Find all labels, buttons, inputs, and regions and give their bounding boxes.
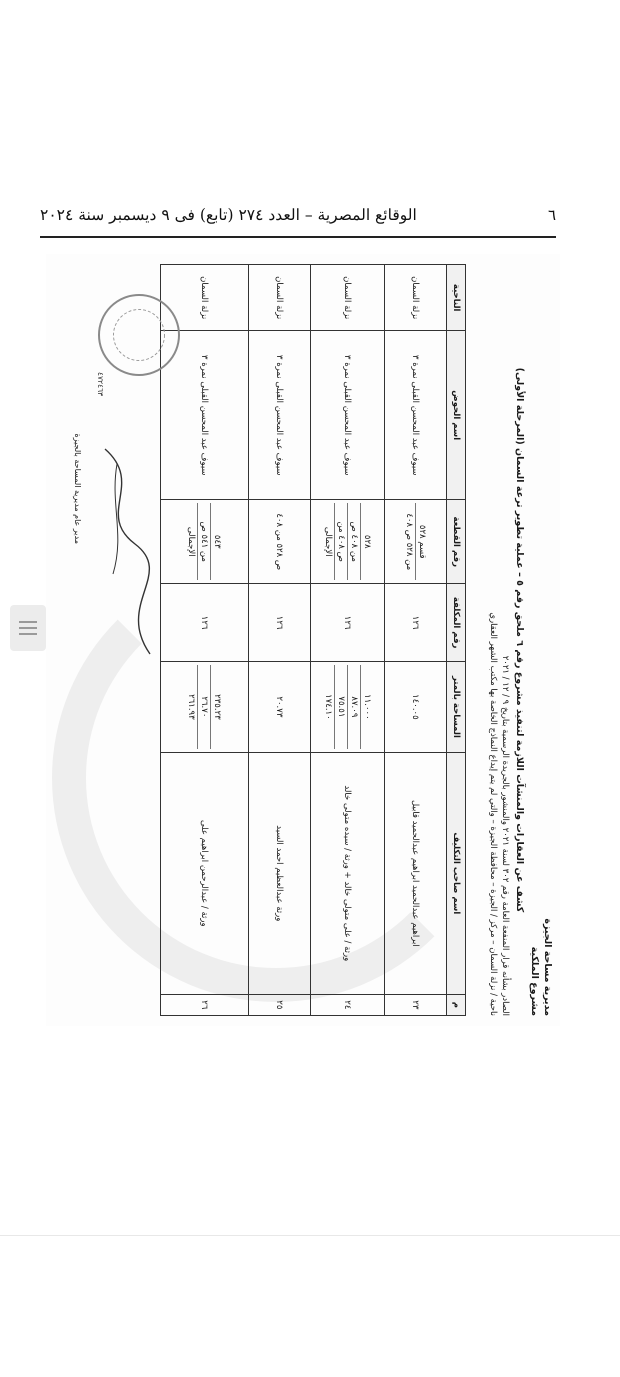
rotated-page <box>46 254 560 1026</box>
menu-line-icon <box>19 627 37 629</box>
official-seal-icon <box>98 294 180 376</box>
cell-owner: ورثة / على متولى خالد + ورثة / سيده متولى خالد <box>311 752 385 994</box>
table-row <box>385 265 447 1016</box>
plot-value: من ٥٢٨ ص ٤٠٨ <box>404 513 414 571</box>
scanned-document <box>46 254 560 1026</box>
plot-value: الإجمالى <box>186 526 197 557</box>
table-row <box>161 265 249 1016</box>
plot-value: الإجمالى <box>323 526 333 557</box>
area-value: ١٤٠.٠٥ <box>410 694 421 720</box>
cell-no: ٢٣ <box>385 994 447 1015</box>
header-divider <box>40 236 556 238</box>
page-title: الوقائع المصرية – العدد ٢٧٤ (تابع) فى ٩ ديسمبر سنة ٢٠٢٤ <box>40 206 417 224</box>
plot-value: من ٥٤١ ص <box>198 503 211 580</box>
cell-basin: سيوف عبد المحسن القبلى نمرة ٣ <box>311 331 385 500</box>
signature-caption: مدير عام مديرية المساحة بالجيزة <box>73 433 82 544</box>
header-basin: اسم الحوض <box>447 331 466 500</box>
cell-no: ٢٥ <box>249 994 311 1015</box>
cell-tax: ١٢٦ <box>249 584 311 661</box>
cell-plot <box>161 500 249 584</box>
department-name: مديرية مساحة الجيزة <box>542 918 553 1016</box>
menu-handle-button[interactable] <box>10 605 46 651</box>
plot-value: ص ٤٠٨ من <box>334 503 347 580</box>
header-plot: رقم القطعة <box>447 500 466 584</box>
cell-area <box>385 661 447 752</box>
page-number: ٦ <box>547 206 556 224</box>
cell-village: نزلة السمان <box>311 265 385 331</box>
cell-village: نزلة السمان <box>161 265 249 331</box>
plot-value: ٥٤٣ <box>211 503 224 580</box>
page-header <box>40 200 556 230</box>
plot-value: من ٤٠٨ ص <box>347 503 360 580</box>
table-row <box>311 265 385 1016</box>
plot-value: قسم ٥٢٨ <box>415 503 428 580</box>
cell-tax: ١٢٦ <box>385 584 447 661</box>
cell-plot <box>385 500 447 584</box>
cell-plot <box>249 500 311 584</box>
header-tax: رقم المكلفة <box>447 584 466 661</box>
area-value: ٢٦.٧٠ <box>198 665 211 749</box>
cell-tax: ١٢٦ <box>311 584 385 661</box>
cell-basin: سيوف عبد المحسن القبلى نمرة ٣ <box>385 331 447 500</box>
cell-plot <box>311 500 385 584</box>
signature-icon <box>85 444 165 664</box>
area-value: ٧٥.٥١ <box>334 665 347 749</box>
cell-tax: ١٢٦ <box>161 584 249 661</box>
area-value: ٢٦١.٩٣ <box>186 694 197 720</box>
cell-basin: سيوف عبد المحسن القبلى نمرة ٣ <box>161 331 249 500</box>
area-value: ١٧٤.١٠ <box>323 694 333 720</box>
cell-owner: ورثة / عبدالرحمن ابراهيم على <box>161 752 249 994</box>
area-value: ٨٧.٠٩ <box>347 665 360 749</box>
header-area: المساحة بالمتر <box>447 661 466 752</box>
cell-village: نزلة السمان <box>249 265 311 331</box>
document-caption: كشف عن العقارات والمنشآت اللازمة لتنفيذ مشروع رقم ٦ ملحق رقم ٥ – عملية تطوير ترعة السمان (المرحلة الأولى) <box>514 367 525 913</box>
area-value: ١١.٠٠٠ <box>360 665 373 749</box>
department-sub: مشروع الملكية <box>529 946 540 1016</box>
cell-no: ٢٦ <box>161 994 249 1015</box>
menu-line-icon <box>19 621 37 623</box>
location-text: ناحية / نزلة السمان – مركز / الجيزة – محافظة الجيزة – والتي لم يتم إيداع النماذج الخاصة بها مكتب الشهر العقاري <box>488 612 498 1016</box>
document-heading <box>487 264 554 1016</box>
plot-value: ص ٥٢٨ من ٤٠٨ <box>274 513 285 571</box>
header-village: الناحية <box>447 265 466 331</box>
cell-no: ٢٤ <box>311 994 385 1015</box>
bottom-divider <box>0 1235 620 1236</box>
cell-area <box>249 661 311 752</box>
table-header-row <box>447 265 466 1016</box>
seal-inner-ring <box>113 309 165 361</box>
cell-area <box>161 661 249 752</box>
cell-basin: سيوف عبد المحسن القبلى نمرة ٣ <box>249 331 311 500</box>
plot-value: ٥٢٨ <box>360 503 373 580</box>
cell-owner: ورثة عبدالعظيم احمد السيد <box>249 752 311 994</box>
menu-line-icon <box>19 633 37 635</box>
header-no: م <box>447 994 466 1015</box>
decree-text: الصادر بشأنه قرار المنفعة العامة رقم ٣٠٢ لسنة ٢٠٢١ والمنشور بالجريدة الرسمية بتاريخ ٩ / ١٢ / ٢٠٢١ <box>500 655 510 1016</box>
table-row <box>249 265 311 1016</box>
header-owner: اسم صاحب التكليف <box>447 752 466 994</box>
cell-area <box>311 661 385 752</box>
cell-village: نزلة السمان <box>385 265 447 331</box>
area-value: ٢٠.٧٣ <box>274 696 285 718</box>
area-value: ٢٣٥.٢٣ <box>211 665 224 749</box>
seal-number: ٤٧٢٤٦٣ <box>96 372 105 397</box>
cell-owner: ابراهيم عبدالحميد ابراهيم عبدالحميد قابيل <box>385 752 447 994</box>
land-table <box>160 264 466 1016</box>
